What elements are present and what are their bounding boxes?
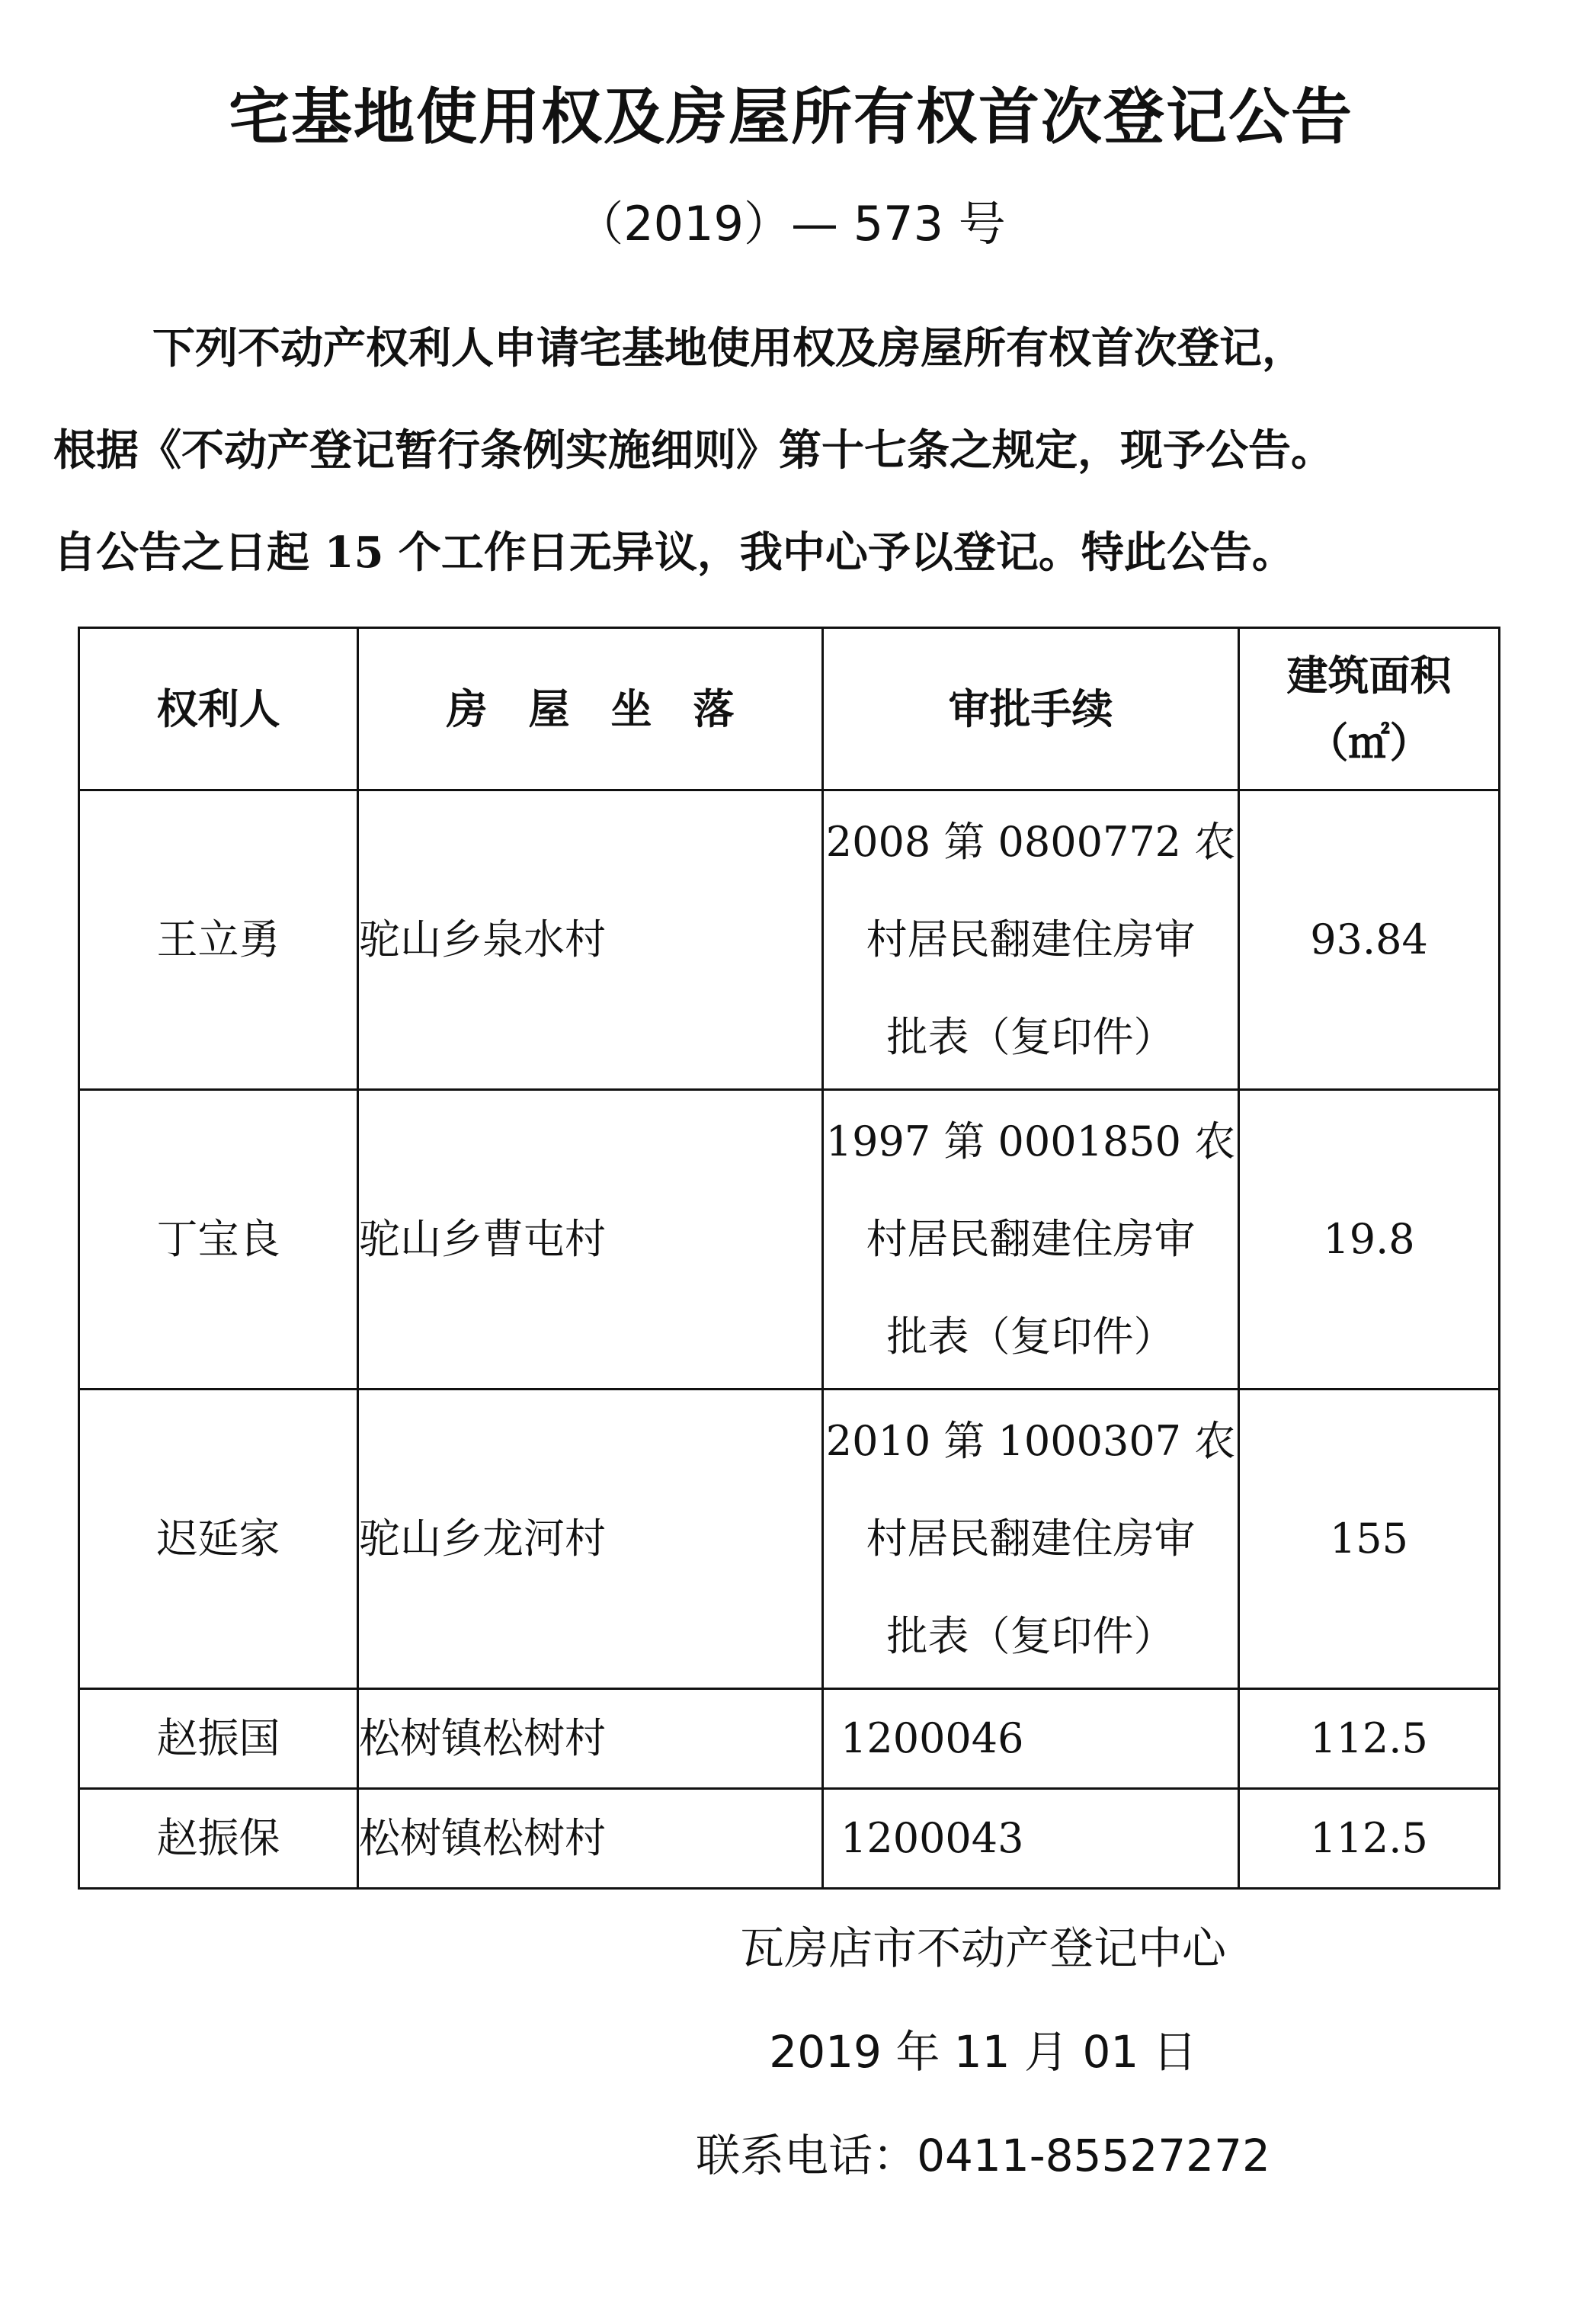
header-area xyxy=(1239,628,1500,790)
table-row xyxy=(79,790,1500,1090)
approval-line: 2008 第 0800772 农 xyxy=(825,818,1236,866)
header-area-unit: （㎡） xyxy=(1307,718,1431,767)
header-approval: 审批手续 xyxy=(823,628,1239,790)
notice-title: 宅基地使用权及房屋所有权首次登记公告 xyxy=(229,82,1353,152)
intro-line: 自公告之日起 15 个工作日无异议，我中心予以登记。特此公告。 xyxy=(53,527,1295,578)
approval-cell xyxy=(823,1390,1239,1689)
owner-cell: 王立勇 xyxy=(79,790,358,1090)
intro-line: 下列不动产权利人申请宅基地使用权及房屋所有权首次登记， xyxy=(152,323,1305,373)
approval-cell: 1200046 xyxy=(823,1689,1239,1789)
approval-line: 1997 第 0001850 农 xyxy=(825,1117,1236,1165)
approval-line: 批表（复印件） xyxy=(886,1313,1175,1361)
intro-paragraph xyxy=(53,297,1547,604)
area-cell: 155 xyxy=(1239,1390,1500,1689)
intro-line: 根据《不动产登记暂行条例实施细则》第十七条之规定，现予公告。 xyxy=(53,425,1334,476)
area-cell: 112.5 xyxy=(1239,1789,1500,1889)
location-cell: 驼山乡龙河村 xyxy=(358,1390,823,1689)
approval-line: 批表（复印件） xyxy=(886,1612,1175,1660)
area-cell: 19.8 xyxy=(1239,1090,1500,1390)
table-header-row xyxy=(79,628,1500,790)
location-cell: 松树镇松树村 xyxy=(358,1689,823,1789)
owner-cell: 赵振国 xyxy=(79,1689,358,1789)
location-cell: 驼山乡泉水村 xyxy=(358,790,823,1090)
owner-cell: 丁宝良 xyxy=(79,1090,358,1390)
document-number: （2019）— 573 号 xyxy=(576,196,1006,252)
approval-cell xyxy=(823,1090,1239,1390)
owner-cell: 赵振保 xyxy=(79,1789,358,1889)
owner-cell: 迟延家 xyxy=(79,1390,358,1689)
contact-phone: 联系电话：0411-85527272 xyxy=(696,2130,1270,2181)
approval-cell: 1200043 xyxy=(823,1789,1239,1889)
table-row xyxy=(79,1689,1500,1789)
header-area-label: 建筑面积 xyxy=(1286,651,1452,700)
approval-line: 村居民翻建住房审 xyxy=(866,1515,1196,1563)
approval-line: 村居民翻建住房审 xyxy=(866,1215,1196,1263)
location-cell: 驼山乡曹屯村 xyxy=(358,1090,823,1390)
approval-cell xyxy=(823,790,1239,1090)
header-owner: 权利人 xyxy=(79,628,358,790)
table-row xyxy=(79,1390,1500,1689)
registration-table xyxy=(78,627,1500,1890)
issuing-organization: 瓦房店市不动产登记中心 xyxy=(739,1922,1226,1974)
table-row xyxy=(79,1789,1500,1889)
approval-line: 2010 第 1000307 农 xyxy=(825,1417,1236,1465)
area-cell: 93.84 xyxy=(1239,790,1500,1090)
location-cell: 松树镇松树村 xyxy=(358,1789,823,1889)
area-cell: 112.5 xyxy=(1239,1689,1500,1789)
header-location: 房 屋 坐 落 xyxy=(358,628,823,790)
approval-line: 村居民翻建住房审 xyxy=(866,915,1196,963)
table-row xyxy=(79,1090,1500,1390)
approval-line: 批表（复印件） xyxy=(886,1013,1175,1061)
issue-date: 2019 年 11 月 01 日 xyxy=(769,2026,1197,2078)
